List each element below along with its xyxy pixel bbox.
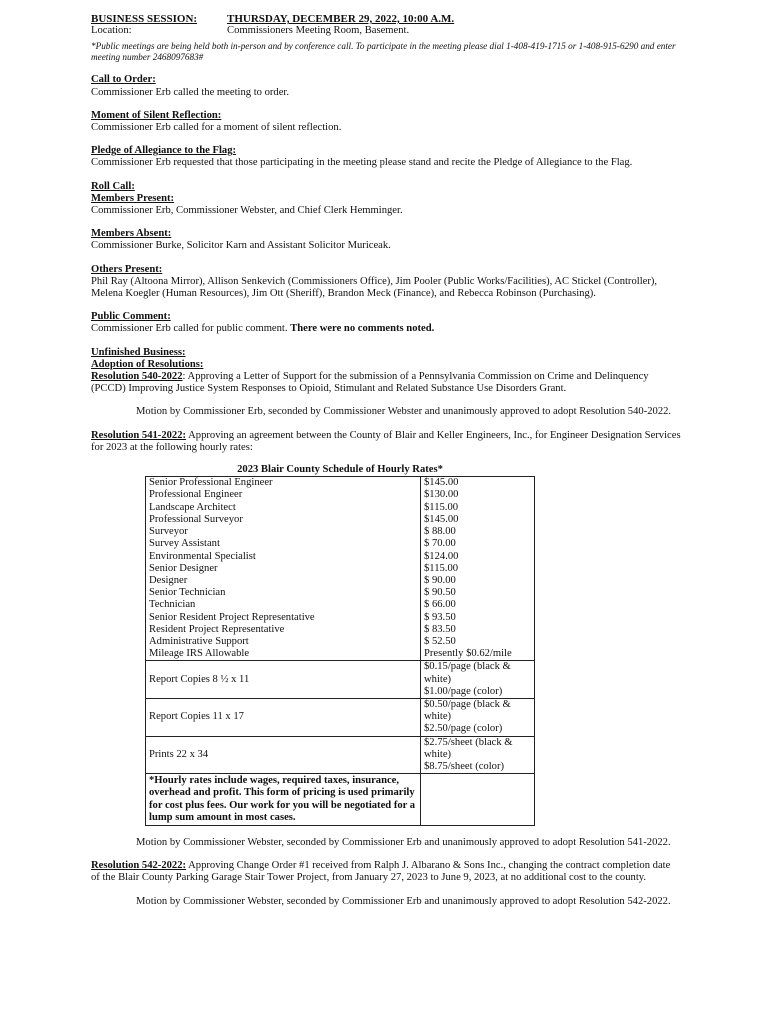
hourly-rates-caption: 2023 Blair County Schedule of Hourly Rates* bbox=[237, 464, 443, 476]
rate-position: Survey Assistant bbox=[146, 538, 421, 550]
resolution-541-body: Approving an agreement between the County of Blair and Keller Engineers, Inc., for Engineer Designation Services for 2023 at the following hourly rates: bbox=[91, 429, 681, 453]
rate-position: Surveyor bbox=[146, 526, 421, 538]
members-absent-heading: Members Absent: bbox=[91, 228, 172, 240]
copy-item: Prints 22 x 34 bbox=[146, 736, 421, 774]
rate-amount: $130.00 bbox=[421, 489, 535, 501]
copy-rate bbox=[421, 698, 535, 736]
location-value: Commissioners Meeting Room, Basement. bbox=[227, 25, 410, 37]
rate-row bbox=[146, 526, 535, 538]
resolution-542-text bbox=[91, 860, 681, 884]
copy-rate-color: $1.00/page (color) bbox=[424, 685, 503, 697]
resolution-540-motion: Motion by Commissioner Erb, seconded by Commissioner Webster and unanimously approved to adopt Resolution 540-2022. bbox=[136, 406, 672, 418]
public-comment-heading: Public Comment: bbox=[91, 311, 171, 323]
rates-footnote: *Hourly rates include wages, required taxes, insurance, overhead and profit. This form of pricing is used primarily for cost plus fees. Our work for you will be negotiated for a lump sum amount in most cases. bbox=[146, 774, 421, 826]
rate-position: Mileage IRS Allowable bbox=[146, 648, 421, 661]
rate-row bbox=[146, 599, 535, 611]
copy-rate-bw: $0.50/page (black & white) bbox=[424, 698, 511, 723]
resolution-540-body: : Approving a Letter of Support for the submission of a Pennsylvania Commission on Crime and Delinquency (PCCD) Improving Justice System Responses to Opioid, Stimulant and Related Substance Use Disorders Grant. bbox=[91, 371, 649, 395]
rate-row bbox=[146, 575, 535, 587]
members-present-heading: Members Present: bbox=[91, 192, 175, 204]
copy-rate-row bbox=[146, 698, 535, 736]
resolution-542-motion: Motion by Commissioner Webster, seconded by Commissioner Erb and unanimously approved to adopt Resolution 542-2022. bbox=[136, 895, 671, 907]
rate-position: Landscape Architect bbox=[146, 502, 421, 514]
call-to-order-heading: Call to Order: bbox=[91, 74, 156, 86]
minutes-page bbox=[91, 13, 681, 908]
copy-rate-bw: $2.75/sheet (black & white) bbox=[424, 736, 513, 760]
public-comment-text bbox=[91, 323, 681, 335]
rate-amount: $ 88.00 bbox=[421, 526, 535, 538]
rate-row bbox=[146, 624, 535, 636]
copy-rate bbox=[421, 736, 535, 774]
public-comment-result: There were no comments noted. bbox=[290, 323, 435, 335]
location-label: Location: bbox=[91, 25, 132, 37]
rate-row bbox=[146, 587, 535, 599]
resolution-541-label: Resolution 541-2022: bbox=[91, 429, 187, 441]
rate-position: Professional Surveyor bbox=[146, 514, 421, 526]
copy-rate-color: $2.50/page (color) bbox=[424, 723, 503, 735]
hourly-rates-table bbox=[145, 464, 535, 826]
copy-item: Report Copies 8 ½ x 11 bbox=[146, 661, 421, 699]
rate-position: Professional Engineer bbox=[146, 489, 421, 501]
others-present-text: Phil Ray (Altoona Mirror), Allison Senkevich (Commissioners Office), Jim Pooler (Public Works/Facilities), AC Stickel (Controller), Melena Koegler (Human Resources), Jim Ott (Sheriff), Brandon Meck (Finance), and Rebecca Robinson (Purchasing). bbox=[91, 275, 658, 300]
rates-footnote-row bbox=[146, 774, 535, 826]
conference-call-note: *Public meetings are being held both in-person and by conference call. To participate in the meeting please dial 1-408-419-1715 or 1-408-915-6290 and enter meeting number 2468097683# bbox=[91, 41, 676, 63]
rate-row bbox=[146, 538, 535, 550]
copy-rate-color: $8.75/sheet (color) bbox=[424, 760, 505, 772]
hourly-rates-body bbox=[146, 477, 535, 826]
rate-amount: $ 93.50 bbox=[421, 612, 535, 624]
rate-position: Senior Technician bbox=[146, 587, 421, 599]
members-absent-text: Commissioner Burke, Solicitor Karn and Assistant Solicitor Muriceak. bbox=[91, 240, 391, 252]
resolution-541-text bbox=[91, 430, 681, 454]
session-label: BUSINESS SESSION: bbox=[91, 13, 198, 25]
rate-position: Senior Professional Engineer bbox=[146, 477, 421, 490]
rate-position: Administrative Support bbox=[146, 636, 421, 648]
rate-position: Senior Resident Project Representative bbox=[146, 612, 421, 624]
session-header bbox=[91, 13, 681, 25]
rate-row bbox=[146, 636, 535, 648]
rates-footnote-blank bbox=[421, 774, 535, 826]
copy-rate-row bbox=[146, 661, 535, 699]
location-line bbox=[91, 25, 681, 37]
rate-amount: $115.00 bbox=[421, 502, 535, 514]
rate-amount: $145.00 bbox=[421, 477, 535, 490]
rate-row bbox=[146, 563, 535, 575]
copy-rate bbox=[421, 661, 535, 699]
session-date: THURSDAY, DECEMBER 29, 2022, 10:00 A.M. bbox=[227, 13, 455, 25]
roll-call-section bbox=[91, 181, 681, 301]
resolution-540-label: Resolution 540-2022 bbox=[91, 371, 183, 383]
rate-row bbox=[146, 477, 535, 490]
rate-amount: $ 70.00 bbox=[421, 538, 535, 550]
call-to-order-section bbox=[91, 74, 681, 98]
rate-amount: $ 90.00 bbox=[421, 575, 535, 587]
rate-row bbox=[146, 551, 535, 563]
pledge-section bbox=[91, 145, 681, 169]
silent-reflection-text: Commissioner Erb called for a moment of silent reflection. bbox=[91, 122, 342, 134]
public-comment-section bbox=[91, 311, 681, 335]
rate-position: Technician bbox=[146, 599, 421, 611]
silent-reflection-section bbox=[91, 110, 681, 134]
rate-amount: $124.00 bbox=[421, 551, 535, 563]
unfinished-business-heading: Unfinished Business: bbox=[91, 346, 186, 358]
call-to-order-text: Commissioner Erb called the meeting to order. bbox=[91, 86, 289, 98]
rate-amount: $ 90.50 bbox=[421, 587, 535, 599]
adoption-heading: Adoption of Resolutions: bbox=[91, 358, 204, 370]
rate-row bbox=[146, 514, 535, 526]
pledge-heading: Pledge of Allegiance to the Flag: bbox=[91, 145, 237, 157]
others-present-heading: Others Present: bbox=[91, 263, 163, 275]
rate-amount: $ 83.50 bbox=[421, 624, 535, 636]
rate-row bbox=[146, 489, 535, 501]
silent-reflection-heading: Moment of Silent Reflection: bbox=[91, 109, 222, 121]
rate-amount: $ 66.00 bbox=[421, 599, 535, 611]
members-present-text: Commissioner Erb, Commissioner Webster, and Chief Clerk Hemminger. bbox=[91, 205, 403, 217]
pledge-text: Commissioner Erb requested that those participating in the meeting please stand and recite the Pledge of Allegiance to the Flag. bbox=[91, 157, 633, 169]
resolution-542-body: Approving Change Order #1 received from Ralph J. Albarano & Sons Inc., changing the contract completion date of the Blair County Parking Garage Stair Tower Project, from January 27, 2023 to June 9, 2023, at no additional cost to the county. bbox=[91, 860, 671, 884]
rate-amount: $115.00 bbox=[421, 563, 535, 575]
public-comment-body: Commissioner Erb called for public comment. bbox=[91, 323, 291, 335]
rate-amount: $145.00 bbox=[421, 514, 535, 526]
rate-row bbox=[146, 648, 535, 661]
resolution-540-text bbox=[91, 371, 681, 395]
rate-position: Senior Designer bbox=[146, 563, 421, 575]
unfinished-business-section bbox=[91, 347, 681, 908]
rate-position: Resident Project Representative bbox=[146, 624, 421, 636]
resolution-541-motion: Motion by Commissioner Webster, seconded by Commissioner Erb and unanimously approved to adopt Resolution 541-2022. bbox=[136, 836, 671, 848]
rate-position: Designer bbox=[146, 575, 421, 587]
rate-amount: Presently $0.62/mile bbox=[421, 648, 535, 661]
resolution-542-label: Resolution 542-2022: bbox=[91, 860, 187, 872]
rate-position: Environmental Specialist bbox=[146, 551, 421, 563]
copy-rate-row bbox=[146, 736, 535, 774]
rate-row bbox=[146, 502, 535, 514]
copy-item: Report Copies 11 x 17 bbox=[146, 698, 421, 736]
rate-row bbox=[146, 612, 535, 624]
roll-call-heading: Roll Call: bbox=[91, 180, 135, 192]
copy-rate-bw: $0.15/page (black & white) bbox=[424, 661, 511, 685]
rate-amount: $ 52.50 bbox=[421, 636, 535, 648]
